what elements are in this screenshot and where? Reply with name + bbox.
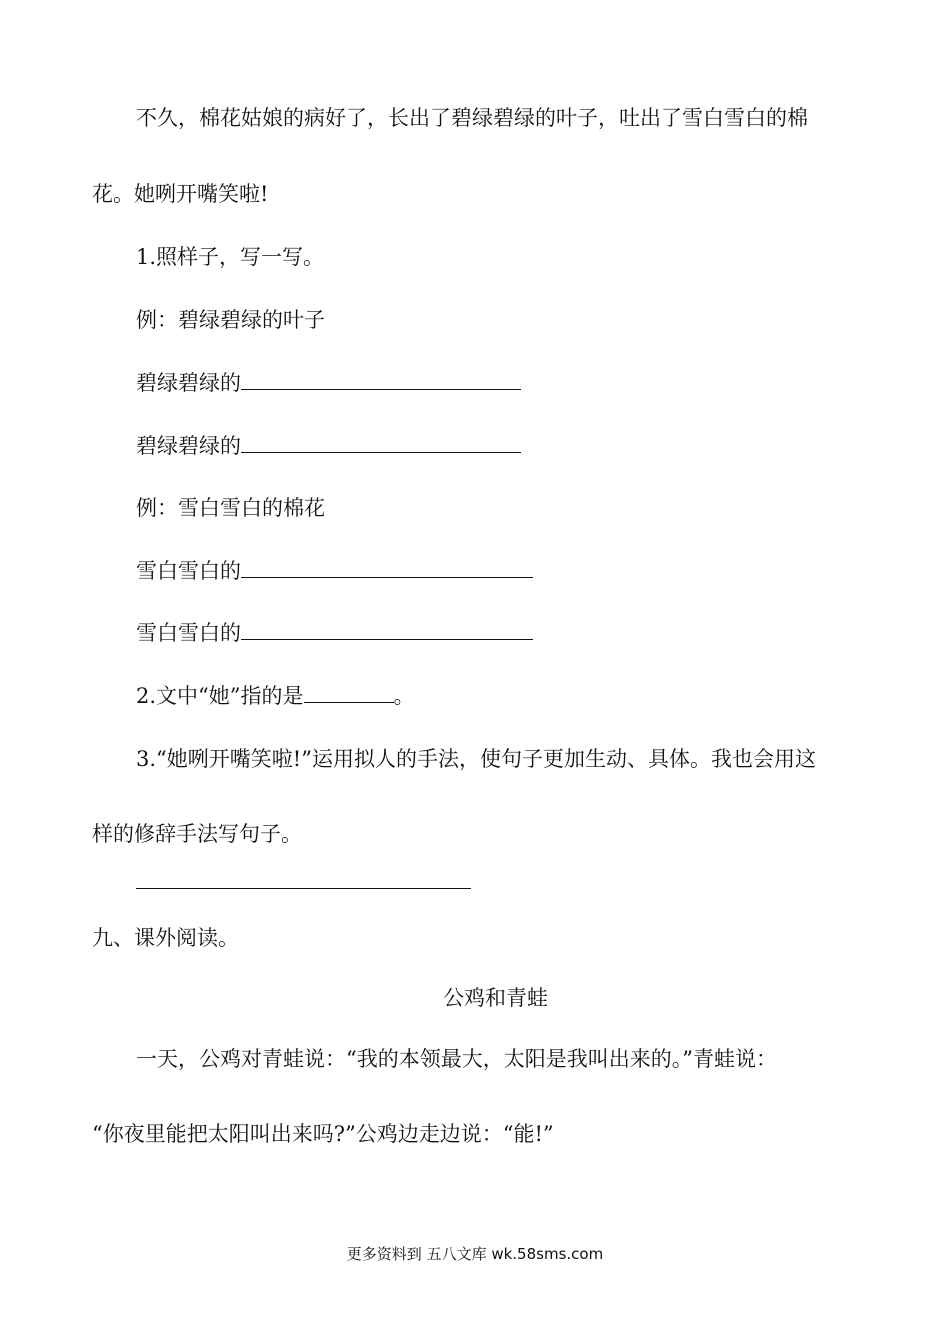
question-2 (136, 682, 415, 710)
footer-link[interactable]: 更多资料到 五八文库 wk.58sms.com (346, 1245, 604, 1263)
answer-line[interactable] (136, 888, 471, 889)
story-title: 公鸡和青蛙 (443, 986, 548, 1010)
answer-blank[interactable] (241, 557, 533, 578)
answer-blank[interactable] (241, 432, 521, 453)
question-2-text: 2.文中“她”指的是 (136, 684, 304, 708)
question-3-line-1: 3.“她咧开嘴笑啦!”运用拟人的手法，使句子更加生动、具体。我也会用这 (136, 747, 816, 771)
fill-label: 雪白雪白的 (136, 621, 241, 645)
passage-line-2: 花。她咧开嘴笑啦! (92, 182, 269, 206)
answer-blank[interactable] (304, 682, 394, 703)
passage-line-1: 不久，棉花姑娘的病好了，长出了碧绿碧绿的叶子，吐出了雪白雪白的棉 (136, 106, 808, 130)
answer-blank[interactable] (241, 369, 521, 390)
story-para-line-2: “你夜里能把太阳叫出来吗?”公鸡边走边说：“能!” (92, 1122, 554, 1146)
fill-line-1a (136, 369, 521, 397)
story-para-line-1: 一天，公鸡对青蛙说：“我的本领最大，太阳是我叫出来的。”青蛙说： (136, 1047, 777, 1071)
answer-blank[interactable] (241, 619, 533, 640)
question-3-line-2: 样的修辞手法写句子。 (92, 822, 302, 846)
fill-label: 雪白雪白的 (136, 559, 241, 583)
fill-line-1b (136, 432, 521, 460)
fill-label: 碧绿碧绿的 (136, 434, 241, 458)
fill-label: 碧绿碧绿的 (136, 371, 241, 395)
question-2-end: 。 (393, 684, 415, 708)
example-2: 例：雪白雪白的棉花 (136, 496, 325, 520)
question-1-prompt: 1.照样子，写一写。 (136, 245, 325, 269)
fill-line-2b (136, 619, 533, 647)
section-9-heading: 九、课外阅读。 (92, 926, 239, 950)
example-1: 例：碧绿碧绿的叶子 (136, 308, 325, 332)
fill-line-2a (136, 557, 533, 585)
